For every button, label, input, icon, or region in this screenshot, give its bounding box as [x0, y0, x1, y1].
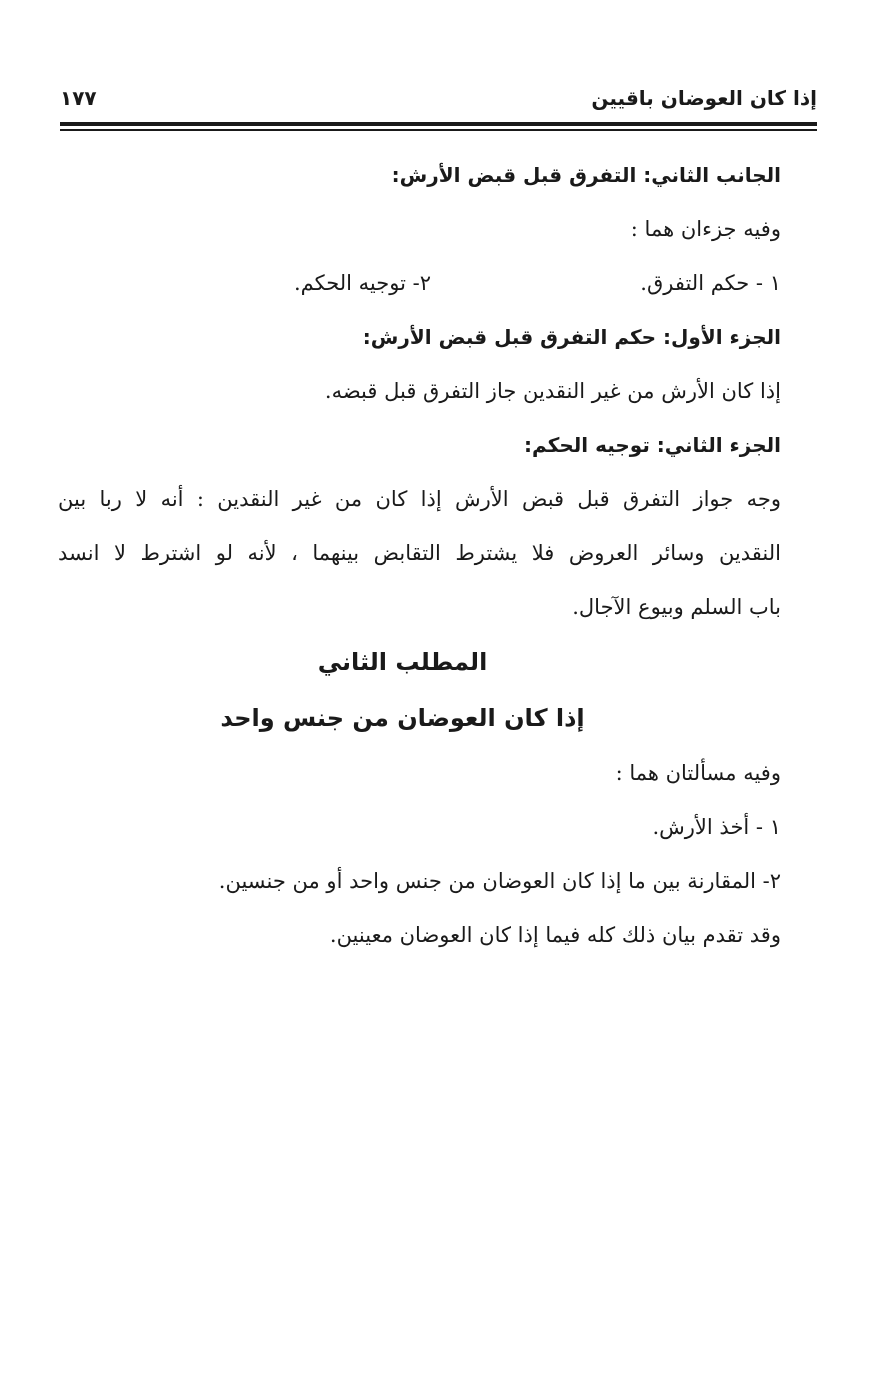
part2-heading: الجزء الثاني: توجيه الحكم: [524, 433, 781, 457]
list-item-part2: ٢- توجيه الحكم. [293, 271, 431, 295]
page-body [58, 148, 781, 962]
page-number: ١٧٧ [60, 86, 97, 110]
section-heading: الجانب الثاني: التفرق قبل قبض الأرش: [391, 163, 781, 187]
closing-text: وقد تقدم بيان ذلك كله فيما إذا كان العوضان معينين. [329, 923, 781, 947]
chapter-title: المطلب الثاني [317, 648, 488, 676]
list-item-part1: ١ - حكم التفرق. [640, 271, 781, 295]
header-rule-thin [60, 129, 817, 131]
part1-text: إذا كان الأرش من غير النقدين جاز التفرق قبل قبضه. [324, 379, 781, 403]
issue-item-2: ٢- المقارنة بين ما إذا كان العوضان من جنس واحد أو من جنسين. [218, 869, 781, 893]
header-rule-thick [60, 122, 817, 126]
running-head: إذا كان العوضان باقيين [591, 86, 817, 110]
issues-intro: وفيه مسألتان هما : [615, 761, 781, 785]
page-header [60, 86, 817, 116]
part2-text-line: باب السلم وبيوع الآجال. [572, 595, 781, 619]
parts-list [58, 256, 781, 310]
intro-text: وفيه جزءان هما : [630, 217, 781, 241]
list-gap [431, 256, 611, 310]
part2-text-line: وجه جواز التفرق قبل قبض الأرش إذا كان من غير النقدين : أنه لا ربا بين [58, 487, 781, 511]
part2-text-line: النقدين وسائر العروض فلا يشترط التقابض بينهما ، لأنه لو اشترط لا انسد [58, 541, 781, 565]
chapter-subtitle: إذا كان العوضان من جنس واحد [220, 704, 585, 732]
issue-item-1: ١ - أخذ الأرش. [652, 815, 781, 839]
part1-heading: الجزء الأول: حكم التفرق قبل قبض الأرش: [362, 325, 781, 349]
